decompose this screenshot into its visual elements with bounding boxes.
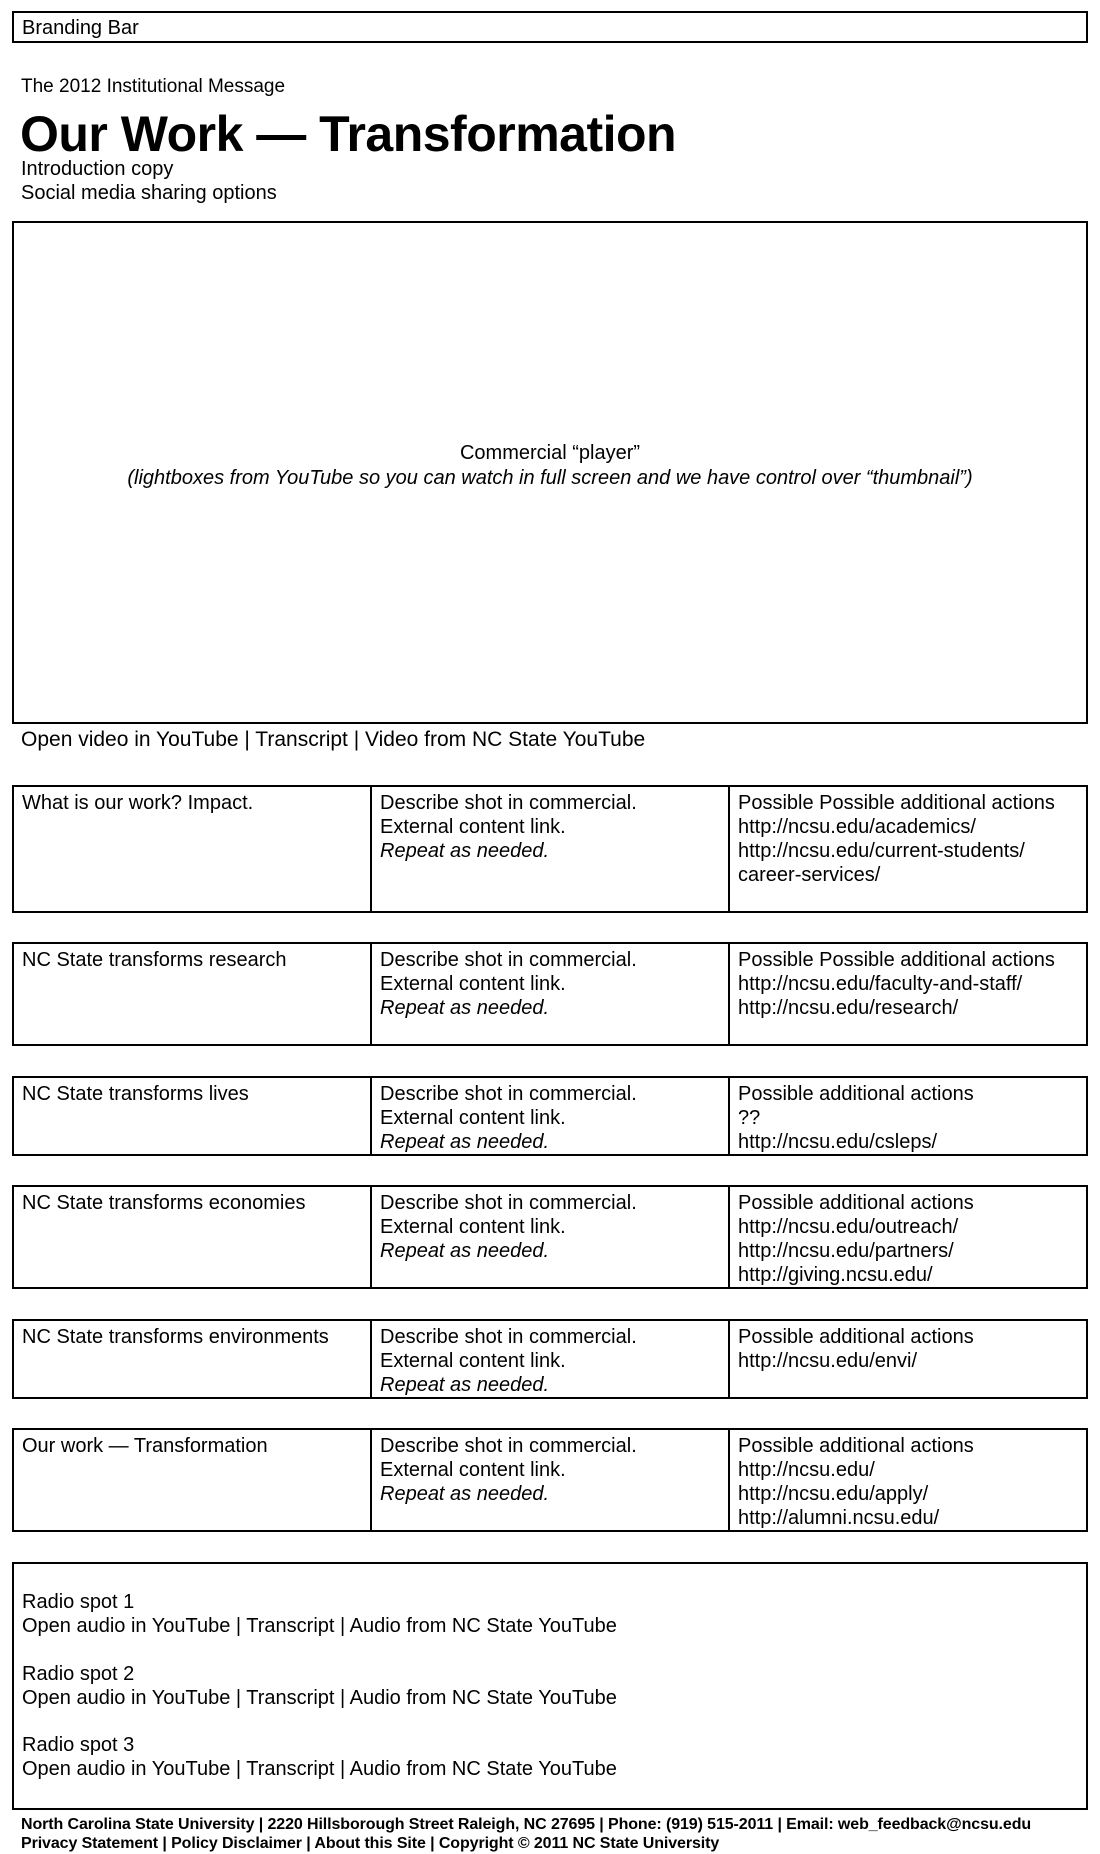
content-row <box>12 1076 1088 1156</box>
introduction-copy: Introduction copy <box>21 158 174 180</box>
radio-spot-links[interactable]: Open audio in YouTube | Transcript | Audio from NC State YouTube <box>22 1687 617 1709</box>
actions-heading: Possible additional actions <box>738 1083 974 1105</box>
external-link[interactable]: External content link. <box>380 1216 566 1238</box>
repeat-note: Repeat as needed. <box>380 1483 550 1505</box>
row-topic: NC State transforms research <box>14 944 372 1044</box>
branding-bar <box>12 11 1088 43</box>
row-actions <box>730 787 1086 911</box>
actions-heading: Possible additional actions <box>738 1192 974 1214</box>
row-topic: NC State transforms lives <box>14 1078 372 1154</box>
video-links[interactable]: Open video in YouTube | Transcript | Video from NC State YouTube <box>21 728 646 751</box>
action-link[interactable]: http://ncsu.edu/partners/ <box>738 1240 954 1262</box>
content-row <box>12 1319 1088 1399</box>
repeat-note: Repeat as needed. <box>380 1240 550 1262</box>
row-actions <box>730 1430 1086 1530</box>
row-topic: NC State transforms environments <box>14 1321 372 1397</box>
radio-spot <box>22 1590 617 1638</box>
action-link[interactable]: http://ncsu.edu/academics/ <box>738 816 976 838</box>
external-link[interactable]: External content link. <box>380 1459 566 1481</box>
action-link[interactable]: career-services/ <box>738 864 881 886</box>
external-link[interactable]: External content link. <box>380 973 566 995</box>
page-title: Our Work — Transformation <box>20 106 677 162</box>
content-row <box>12 942 1088 1046</box>
radio-spot-links[interactable]: Open audio in YouTube | Transcript | Audio from NC State YouTube <box>22 1758 617 1780</box>
radio-spot-links[interactable]: Open audio in YouTube | Transcript | Audio from NC State YouTube <box>22 1615 617 1637</box>
branding-bar-label: Branding Bar <box>22 17 139 39</box>
describe-shot: Describe shot in commercial. <box>380 1192 637 1214</box>
row-actions <box>730 1187 1086 1287</box>
row-actions <box>730 1321 1086 1397</box>
player-note: (lightboxes from YouTube so you can watch in full screen and we have control over “thumbnail”) <box>127 467 973 489</box>
radio-spot-title: Radio spot 2 <box>22 1663 135 1685</box>
page-kicker: The 2012 Institutional Message <box>21 76 286 97</box>
action-link[interactable]: http://ncsu.edu/research/ <box>738 997 959 1019</box>
row-description <box>372 944 730 1044</box>
row-topic: Our work — Transformation <box>14 1430 372 1530</box>
radio-spot-title: Radio spot 3 <box>22 1734 135 1756</box>
repeat-note: Repeat as needed. <box>380 840 550 862</box>
actions-heading: Possible additional actions <box>738 1435 974 1457</box>
row-description <box>372 1187 730 1287</box>
describe-shot: Describe shot in commercial. <box>380 1326 637 1348</box>
content-row <box>12 785 1088 913</box>
action-link[interactable]: ?? <box>738 1107 761 1129</box>
action-link[interactable]: http://ncsu.edu/csleps/ <box>738 1131 938 1153</box>
radio-spots-panel <box>12 1562 1088 1810</box>
action-link[interactable]: http://giving.ncsu.edu/ <box>738 1264 933 1286</box>
repeat-note: Repeat as needed. <box>380 997 550 1019</box>
row-topic: NC State transforms economies <box>14 1187 372 1287</box>
describe-shot: Describe shot in commercial. <box>380 1083 637 1105</box>
action-link[interactable]: http://ncsu.edu/envi/ <box>738 1350 918 1372</box>
actions-heading: Possible Possible additional actions <box>738 949 1055 971</box>
row-actions <box>730 1078 1086 1154</box>
actions-heading: Possible Possible additional actions <box>738 792 1055 814</box>
radio-spot-title: Radio spot 1 <box>22 1591 135 1613</box>
radio-spot <box>22 1733 617 1781</box>
action-link[interactable]: http://ncsu.edu/ <box>738 1459 875 1481</box>
row-topic: What is our work? Impact. <box>14 787 372 911</box>
repeat-note: Repeat as needed. <box>380 1131 550 1153</box>
external-link[interactable]: External content link. <box>380 1350 566 1372</box>
social-sharing-options[interactable]: Social media sharing options <box>21 182 277 204</box>
footer-address: North Carolina State University | 2220 Hillsborough Street Raleigh, NC 27695 | Phone: (919) 515-2011 | Email: web_feedback@ncsu.edu <box>21 1816 1032 1833</box>
player-label: Commercial “player” <box>459 442 641 464</box>
commercial-player[interactable] <box>12 221 1088 724</box>
external-link[interactable]: External content link. <box>380 816 566 838</box>
row-description <box>372 1430 730 1530</box>
row-actions <box>730 944 1086 1044</box>
actions-heading: Possible additional actions <box>738 1326 974 1348</box>
row-description <box>372 787 730 911</box>
action-link[interactable]: http://alumni.ncsu.edu/ <box>738 1507 940 1529</box>
external-link[interactable]: External content link. <box>380 1107 566 1129</box>
action-link[interactable]: http://ncsu.edu/current-students/ <box>738 840 1025 862</box>
action-link[interactable]: http://ncsu.edu/faculty-and-staff/ <box>738 973 1023 995</box>
content-row <box>12 1428 1088 1532</box>
row-description <box>372 1078 730 1154</box>
action-link[interactable]: http://ncsu.edu/outreach/ <box>738 1216 959 1238</box>
content-row <box>12 1185 1088 1289</box>
repeat-note: Repeat as needed. <box>380 1374 550 1396</box>
footer-links[interactable]: Privacy Statement | Policy Disclaimer | About this Site | Copyright © 2011 NC State University <box>21 1835 720 1852</box>
describe-shot: Describe shot in commercial. <box>380 949 637 971</box>
row-description <box>372 1321 730 1397</box>
describe-shot: Describe shot in commercial. <box>380 792 637 814</box>
radio-spot <box>22 1662 617 1710</box>
action-link[interactable]: http://ncsu.edu/apply/ <box>738 1483 929 1505</box>
describe-shot: Describe shot in commercial. <box>380 1435 637 1457</box>
